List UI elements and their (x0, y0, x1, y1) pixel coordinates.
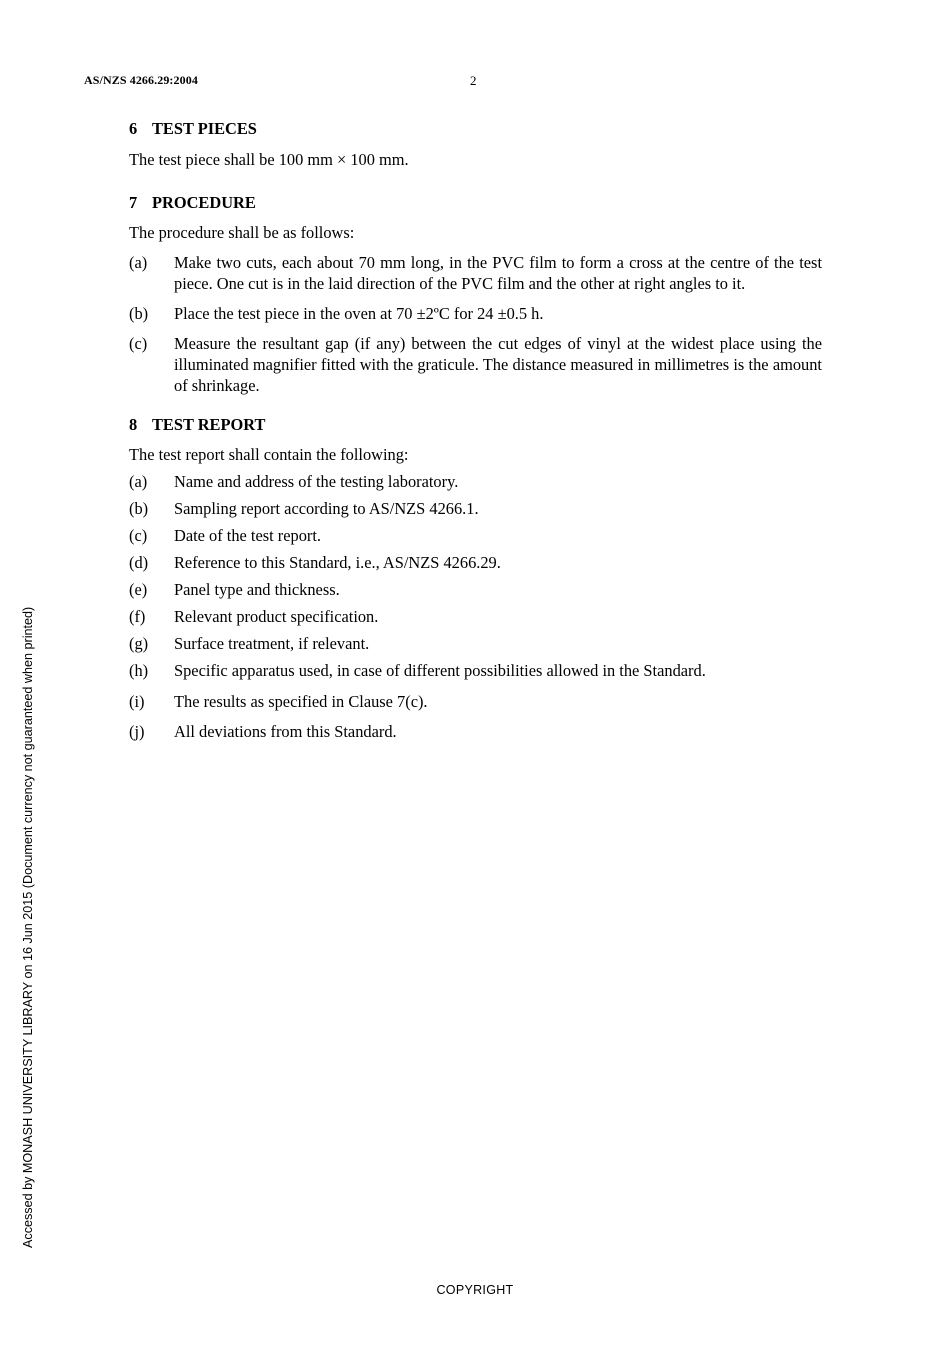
list-text: All deviations from this Standard. (174, 722, 397, 741)
list-marker: (a) (129, 472, 148, 491)
section-number: 7 (129, 193, 138, 212)
list-text: Place the test piece in the oven at 70 ±2ºC for 24 ±0.5 h. (174, 304, 544, 323)
list-item (129, 579, 822, 600)
section-title: TEST REPORT (152, 415, 266, 434)
list-marker: (c) (129, 334, 148, 353)
section-test-report (129, 414, 822, 742)
list-text: Date of the test report. (174, 526, 322, 545)
list-marker: (f) (129, 607, 146, 626)
list-marker: (g) (129, 634, 149, 653)
list-text: Make two cuts, each about 70 mm long, in the PVC film to form a cross at the centre of the test piece. One cut is in the laid direction of the PVC film and the other at right angles to it. (174, 253, 822, 293)
procedure-intro: The procedure shall be as follows: (129, 223, 355, 242)
copyright-footer: COPYRIGHT (436, 1283, 514, 1297)
section-title: TEST PIECES (152, 119, 257, 138)
section-procedure (129, 192, 822, 396)
section-number: 8 (129, 415, 138, 434)
test-report-list (129, 471, 822, 742)
list-marker: (h) (129, 661, 149, 680)
list-marker: (b) (129, 304, 149, 323)
list-item (129, 633, 822, 654)
list-text: Panel type and thickness. (174, 580, 340, 599)
list-item (129, 471, 822, 492)
list-text: Relevant product specification. (174, 607, 379, 626)
list-marker: (j) (129, 722, 145, 741)
list-marker: (i) (129, 692, 145, 711)
list-marker: (a) (129, 253, 148, 272)
procedure-list (129, 252, 822, 396)
list-item (129, 606, 822, 627)
list-item (129, 660, 822, 681)
list-item (129, 498, 822, 519)
test-report-intro: The test report shall contain the following: (129, 445, 409, 464)
section-number: 6 (129, 119, 138, 138)
list-item (129, 721, 822, 742)
access-watermark-note: Accessed by MONASH UNIVERSITY LIBRARY on 16 Jun 2015 (Document currency not guaranteed when printed) (21, 606, 35, 1248)
section-heading-6 (129, 118, 822, 139)
list-item (129, 525, 822, 546)
section-heading-8 (129, 414, 822, 435)
test-pieces-body: The test piece shall be 100 mm × 100 mm. (129, 150, 409, 169)
list-marker: (c) (129, 526, 148, 545)
list-item (129, 303, 822, 324)
list-text: Specific apparatus used, in case of different possibilities allowed in the Standard. (174, 661, 706, 680)
list-text: Surface treatment, if relevant. (174, 634, 370, 653)
list-item (129, 552, 822, 573)
list-item (129, 252, 822, 294)
list-text: Sampling report according to AS/NZS 4266.1. (174, 499, 479, 518)
section-heading-7 (129, 192, 822, 213)
list-text: The results as specified in Clause 7(c). (174, 692, 428, 711)
section-test-pieces (129, 118, 822, 170)
list-text: Measure the resultant gap (if any) between the cut edges of vinyl at the widest place using the illuminated magnifier fitted with the graticule. The distance measured in millimetres is the amount of shrinkage. (174, 334, 822, 395)
list-item (129, 691, 822, 712)
list-item (129, 333, 822, 396)
list-marker: (d) (129, 553, 149, 572)
list-text: Name and address of the testing laboratory. (174, 472, 459, 491)
list-marker: (b) (129, 499, 149, 518)
section-title: PROCEDURE (152, 193, 256, 212)
standard-code: AS/NZS 4266.29:2004 (84, 73, 198, 87)
list-text: Reference to this Standard, i.e., AS/NZS 4266.29. (174, 553, 501, 572)
page-number: 2 (470, 73, 477, 88)
list-marker: (e) (129, 580, 148, 599)
document-body (129, 118, 822, 742)
